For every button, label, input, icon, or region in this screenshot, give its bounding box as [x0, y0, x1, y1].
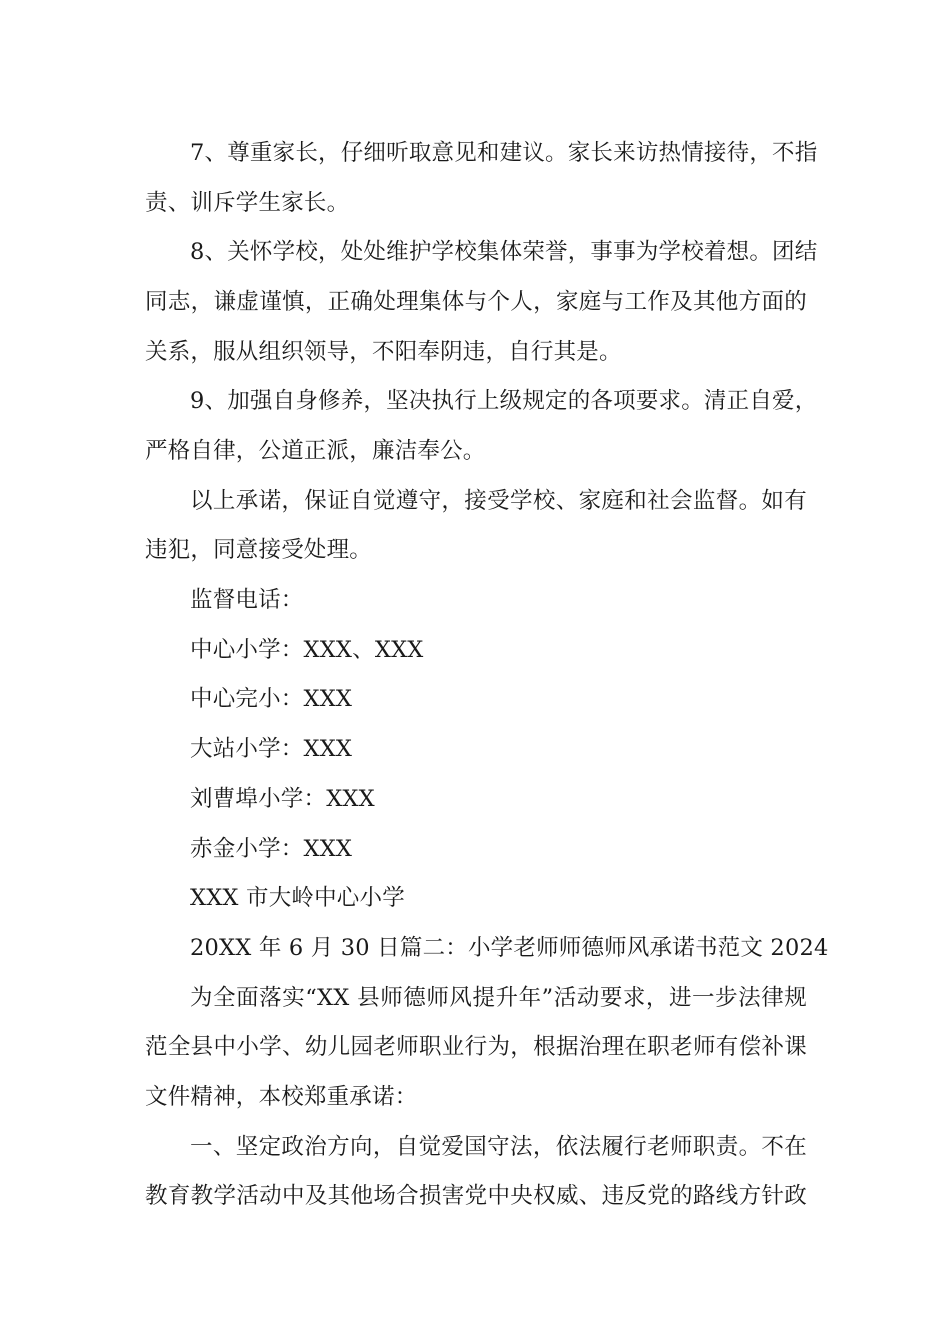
item-one-line-1: 一、坚定政治方向，自觉爱国守法，依法履行老师职责。不在: [190, 1134, 807, 1160]
phone-entry: 中心完小：XXX: [190, 686, 353, 712]
paragraph-7-line-2: 责、训斥学生家长。: [145, 190, 350, 216]
paragraph-9-line-2: 严格自律，公道正派，廉洁奉公。: [145, 438, 486, 464]
phone-entry: 大站小学：XXX: [190, 736, 353, 762]
phone-entry: 刘曹埠小学：XXX: [190, 786, 375, 812]
intro-line-3: 文件精神，本校郑重承诺：: [145, 1084, 418, 1110]
item-one-line-2: 教育教学活动中及其他场合损害党中央权威、违反党的路线方针政: [145, 1183, 807, 1209]
phone-entry: 赤金小学：XXX: [190, 836, 353, 862]
paragraph-8-line-2: 同志，谦虚谨慎，正确处理集体与个人，家庭与工作及其他方面的: [145, 289, 807, 315]
paragraph-7-line-1: 7、尊重家长，仔细听取意见和建议。家长来访热情接待，不指: [190, 140, 818, 166]
commitment-line-2: 违犯，同意接受处理。: [145, 537, 373, 563]
paragraph-8-line-3: 关系，服从组织领导，不阳奉阴违，自行其是。: [145, 339, 622, 365]
paragraph-8-line-1: 8、关怀学校，处处维护学校集体荣誉，事事为学校着想。团结: [190, 239, 818, 265]
commitment-line-1: 以上承诺，保证自觉遵守，接受学校、家庭和社会监督。如有: [190, 488, 807, 514]
intro-line-2: 范全县中小学、幼儿园老师职业行为，根据治理在职老师有偿补课: [145, 1034, 807, 1060]
supervision-heading: 监督电话：: [190, 587, 304, 613]
school-signature: XXX 市大岭中心小学: [190, 885, 405, 911]
intro-line-1: 为全面落实“XX 县师德师风提升年”活动要求，进一步法律规: [190, 985, 807, 1011]
phone-entry: 中心小学：XXX、XXX: [190, 637, 424, 663]
date-and-section-title: 20XX 年 6 月 30 日篇二：小学老师师德师风承诺书范文 2024: [190, 935, 829, 961]
paragraph-9-line-1: 9、加强自身修养，坚决执行上级规定的各项要求。清正自爱，: [190, 388, 818, 414]
